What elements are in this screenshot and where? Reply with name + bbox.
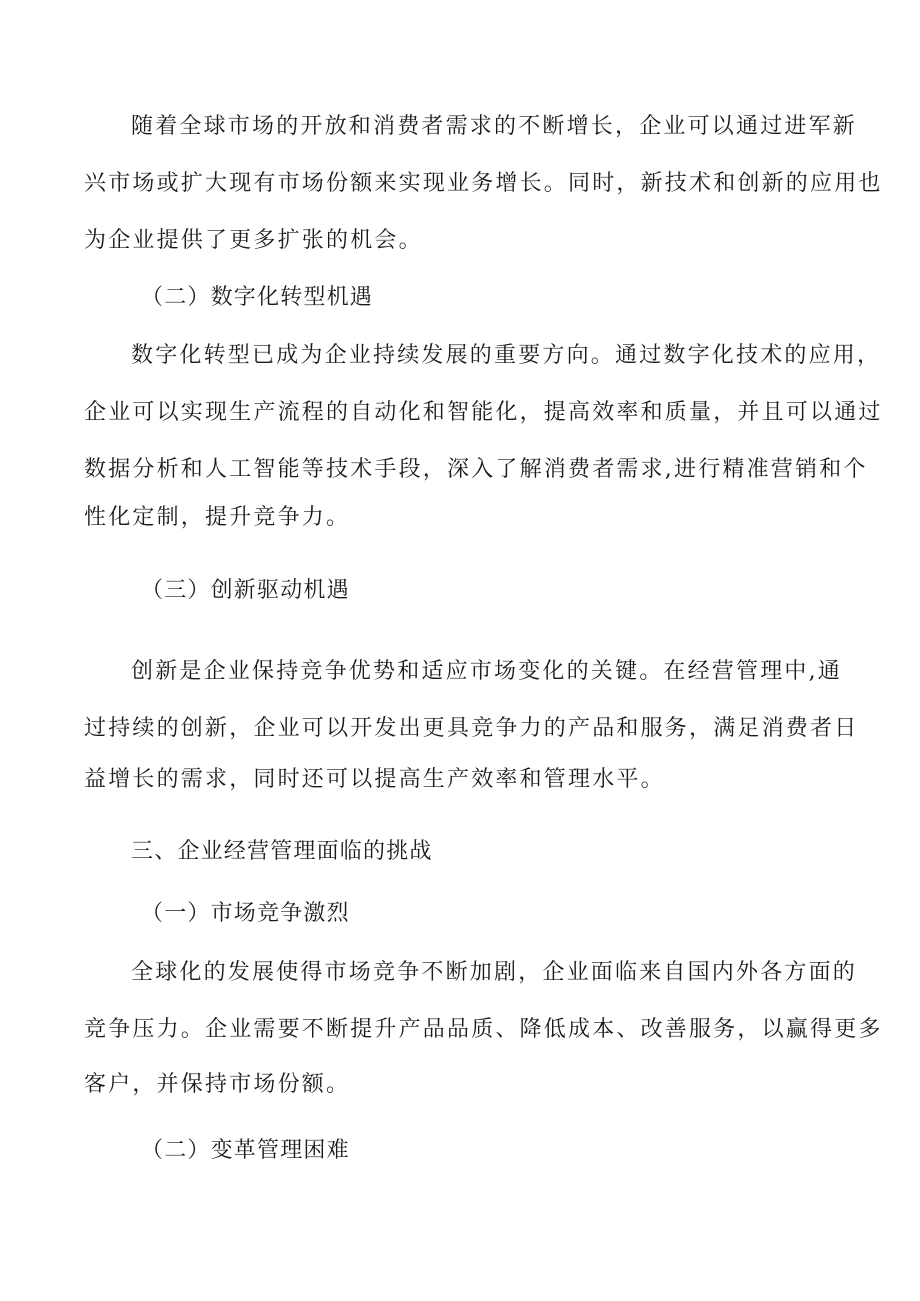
paragraph-line: 全球化的发展使得市场竞争不断加剧，企业面临来自国内外各方面的 — [131, 960, 858, 985]
paragraph-line: 益增长的需求，同时还可以提高生产效率和管理水平。 — [84, 767, 665, 792]
subsection-heading: （二）变革管理困难 — [141, 1138, 350, 1163]
paragraph-line: 数字化转型已成为企业持续发展的重要方向。通过数字化技术的应用， — [131, 343, 882, 368]
subsection-heading: （二）数字化转型机遇 — [141, 285, 374, 310]
paragraph-line: 过持续的创新，企业可以开发出更具竞争力的产品和服务，满足消费者日 — [84, 716, 859, 741]
paragraph-line: 随着全球市场的开放和消费者需求的不断增长，企业可以通过进军新 — [131, 114, 858, 139]
section-heading: 三、企业经营管理面临的挑战 — [131, 839, 433, 864]
paragraph-line: 客户，并保持市场份额。 — [84, 1072, 351, 1097]
paragraph-line: 竞争压力。企业需要不断提升产品品质、降低成本、改善服务，以赢得更多 — [84, 1017, 883, 1042]
paragraph-line: 性化定制，提升竞争力。 — [84, 505, 351, 530]
paragraph-line: 创新是企业保持竞争优势和适应市场变化的关键。在经营管理中,通 — [131, 659, 842, 684]
paragraph-line: 数据分析和人工智能等技术手段，深入了解消费者需求,进行精准营销和个 — [84, 457, 868, 482]
subsection-heading: （三）创新驱动机遇 — [141, 578, 350, 603]
subsection-heading: （一）市场竞争激烈 — [141, 901, 350, 926]
paragraph-line: 为企业提供了更多扩张的机会。 — [84, 228, 423, 253]
paragraph-line: 兴市场或扩大现有市场份额来实现业务增长。同时，新技术和创新的应用也 — [84, 171, 883, 196]
paragraph-line: 企业可以实现生产流程的自动化和智能化，提高效率和质量，并且可以通过 — [84, 400, 883, 425]
